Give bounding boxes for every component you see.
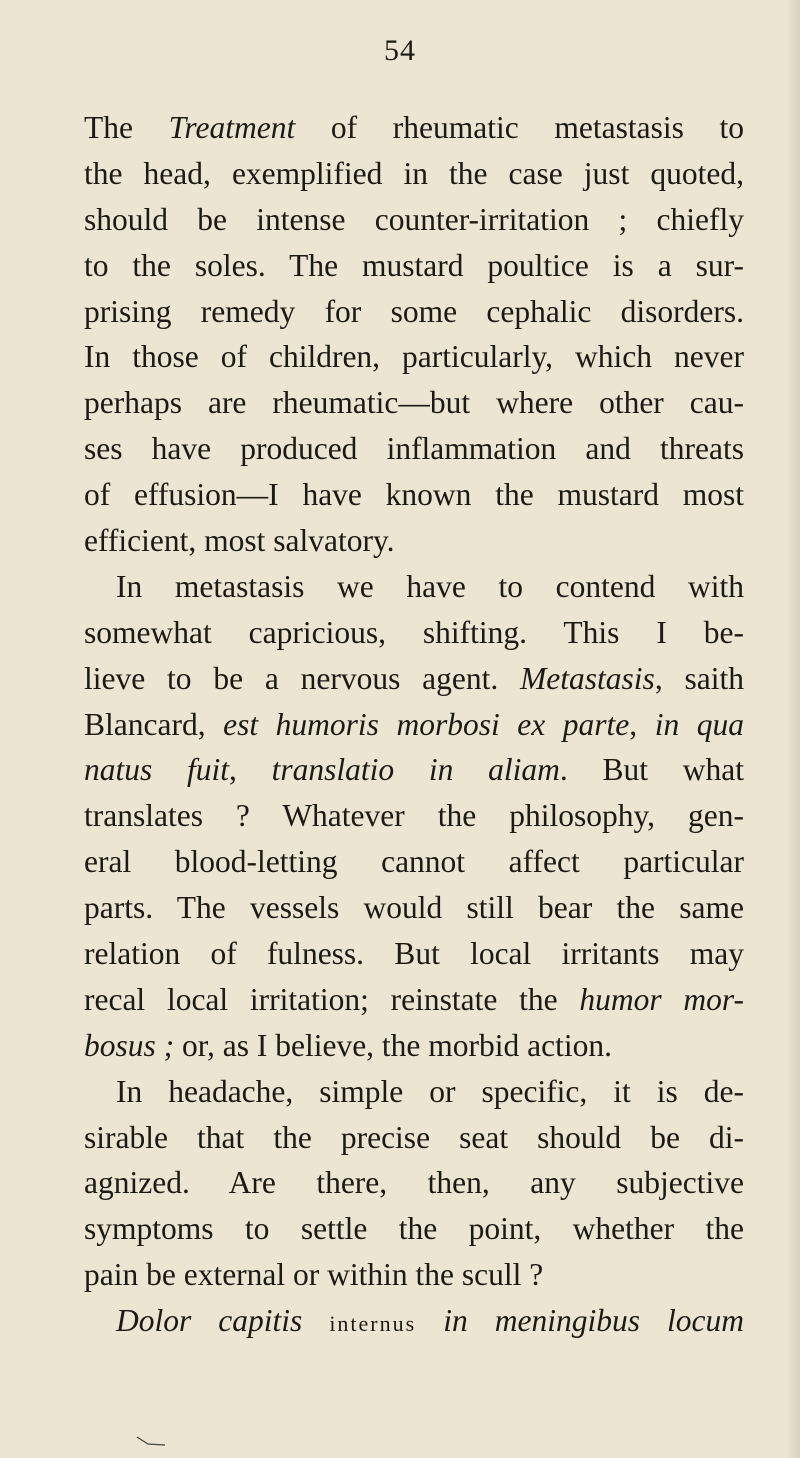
- page-number: 54: [384, 34, 416, 67]
- page-edge-shadow: [786, 0, 800, 1458]
- text-line: efficient, most salvatory.: [84, 523, 395, 559]
- text-line: ses have produced inflammation and threats: [84, 431, 744, 467]
- text-line: should be intense counter-irritation ; chiefly: [84, 201, 744, 237]
- text-line: Blancard, est humoris morbosi ex parte, in qua: [84, 706, 744, 742]
- text-line: perhaps are rheumatic—but where other cau-: [84, 385, 744, 421]
- text-line: somewhat capricious, shifting. This I be-: [84, 614, 744, 650]
- text-line: translates ? Whatever the philosophy, gen-: [84, 798, 744, 834]
- text-line: agnized. Are there, then, any subjective: [84, 1165, 744, 1201]
- text-line: to the soles. The mustard poultice is a sur-: [84, 247, 744, 283]
- text-line: Dolor capitis internus in meningibus locum: [116, 1303, 745, 1339]
- text-line: the head, exemplified in the case just quoted,: [84, 155, 744, 191]
- stray-mark: [136, 1436, 166, 1446]
- text-line: of effusion—I have known the mustard most: [84, 477, 744, 513]
- text-line: lieve to be a nervous agent. Metastasis, saith: [84, 660, 744, 696]
- text-line: recal local irritation; reinstate the humor mor-: [84, 981, 744, 1017]
- text-line: In metastasis we have to contend with: [116, 568, 744, 604]
- text-line: sirable that the precise seat should be di-: [84, 1119, 744, 1155]
- text-line: The Treatment of rheumatic metastasis to: [84, 110, 745, 145]
- text-line: bosus ; or, as I believe, the morbid action.: [84, 1027, 612, 1063]
- text-line: prising remedy for some cephalic disorders.: [84, 293, 744, 329]
- text-line: pain be external or within the scull ?: [84, 1257, 544, 1293]
- small-caps-word: internus: [329, 1311, 417, 1337]
- text-line: parts. The vessels would still bear the same: [84, 890, 744, 926]
- text-line: eral blood-letting cannot affect particular: [84, 844, 744, 880]
- text-line: In those of children, particularly, which never: [84, 339, 744, 375]
- text-line: symptoms to settle the point, whether the: [84, 1211, 744, 1247]
- text-line: natus fuit, translatio in aliam. But what: [84, 752, 745, 788]
- text-line: relation of fulness. But local irritants may: [84, 936, 744, 972]
- text-line: In headache, simple or specific, it is de-: [116, 1073, 744, 1109]
- body-text: [84, 105, 744, 1344]
